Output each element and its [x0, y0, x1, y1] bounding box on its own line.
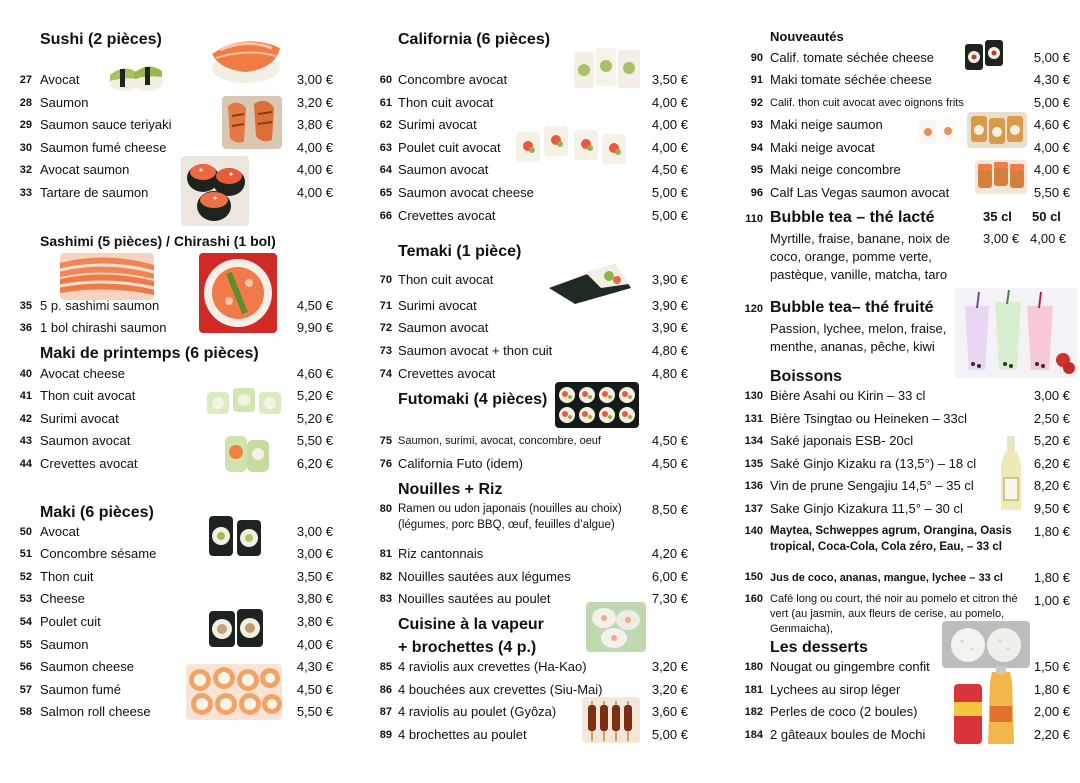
- item-number: 65: [379, 187, 392, 199]
- chirashi-bowl-photo: [199, 253, 277, 333]
- item-number: 56: [19, 661, 32, 673]
- item-name: Perles de coco (2 boules): [770, 704, 918, 719]
- item-price: 4,50 €: [296, 682, 333, 697]
- item-price: 1,00 €: [1033, 593, 1070, 608]
- item-number: 64: [379, 164, 392, 176]
- item-price: 2,50 €: [1033, 411, 1070, 426]
- drinks-cans-photo: [952, 666, 1024, 746]
- item-name: Saumon, surimi, avocat, concombre, oeuf: [398, 435, 601, 447]
- item-price: 5,20 €: [296, 411, 333, 426]
- item-name-line2: tropical, Coca-Cola, Cola zéro, Eau, – 33 cl: [770, 541, 1002, 553]
- item-name: Poulet cuit avocat: [398, 140, 501, 155]
- item-number: 66: [379, 210, 392, 222]
- item-price: 4,00 €: [651, 117, 688, 132]
- item-price: 3,00 €: [296, 72, 333, 87]
- item-name: Saumon cheese: [40, 659, 134, 674]
- teriyaki-sushi-photo: [222, 96, 282, 149]
- item-price: 3,90 €: [651, 298, 688, 313]
- item-number: 135: [744, 458, 763, 470]
- item-price: 4,80 €: [651, 366, 688, 381]
- item-name: Maki neige avocat: [770, 140, 875, 155]
- item-name: Saumon: [40, 95, 89, 110]
- section-title-california: California (6 pièces): [398, 31, 551, 48]
- item-number: 42: [19, 413, 32, 425]
- chicken-maki-photo: [205, 605, 267, 650]
- section-title-boissons: Boissons: [770, 368, 843, 385]
- item-number: 182: [744, 706, 763, 718]
- bubble-lacte-flavors-line1: Myrtille, fraise, banane, noix de: [770, 231, 950, 246]
- section-title-desserts: Les desserts: [770, 639, 868, 656]
- item-number: 58: [19, 706, 32, 718]
- item-number: 81: [379, 548, 392, 560]
- item-price: 4,50 €: [651, 456, 688, 471]
- item-price: 3,00 €: [296, 524, 333, 539]
- avocado-maki-photo: [205, 512, 267, 560]
- california-roll-photo: [570, 42, 646, 94]
- temaki-hand-roll-photo: [545, 258, 637, 308]
- item-number: 131: [744, 413, 763, 425]
- item-name: Riz cantonnais: [398, 546, 484, 561]
- item-number: 35: [19, 300, 32, 312]
- item-price: 3,50 €: [651, 72, 688, 87]
- salmon-sashimi-photo: [60, 253, 154, 300]
- item-price: 5,00 €: [651, 208, 688, 223]
- item-number: 93: [750, 119, 763, 131]
- item-name: Tartare de saumon: [40, 185, 149, 200]
- sake-bottle-photo: [997, 434, 1025, 514]
- item-number: 40: [19, 368, 32, 380]
- item-name: Saumon avocat: [40, 433, 131, 448]
- item-price: 2,00 €: [1033, 704, 1070, 719]
- item-number: 60: [379, 74, 392, 86]
- item-price: 4,00 €: [651, 140, 688, 155]
- item-price: 1,80 €: [1033, 570, 1070, 585]
- item-number: 61: [379, 97, 392, 109]
- item-name: 4 brochettes au poulet: [398, 727, 527, 742]
- item-number: 70: [379, 274, 392, 286]
- item-name-line1: Café long ou court, thé noir au pomelo et citron thé: [770, 593, 1018, 605]
- item-price: 4,00 €: [1033, 162, 1070, 177]
- item-number: 57: [19, 684, 32, 696]
- size-label-35cl: 35 cl: [983, 209, 1012, 224]
- item-name: Maki neige saumon: [770, 117, 883, 132]
- item-name: Surimi avocat: [40, 411, 119, 426]
- item-number: 86: [379, 684, 392, 696]
- item-price: 4,30 €: [1033, 72, 1070, 87]
- item-name: Saké japonais ESB- 20cl: [770, 433, 914, 448]
- item-name: Saumon avocat + thon cuit: [398, 343, 553, 358]
- item-number: 85: [379, 661, 392, 673]
- item-name: Calif. thon cuit avocat avec oignons frits: [770, 97, 964, 109]
- item-name: Lychees au sirop léger: [770, 682, 901, 697]
- item-price: 7,30 €: [651, 591, 688, 606]
- item-price: 9,90 €: [296, 320, 333, 335]
- item-number: 82: [379, 571, 392, 583]
- item-price: 6,20 €: [1033, 456, 1070, 471]
- item-number: 43: [19, 435, 32, 447]
- item-name: Nouilles sautées au poulet: [398, 591, 551, 606]
- bubble-fruite-flavors-line1: Passion, lychee, melon, fraise,: [770, 321, 947, 336]
- item-price: 3,20 €: [651, 659, 688, 674]
- section-title-nouilles-riz: Nouilles + Riz: [398, 481, 503, 498]
- item-number: 27: [19, 74, 32, 86]
- section-title-vapeur-line2: + brochettes (4 p.): [398, 639, 537, 656]
- item-number: 90: [750, 52, 763, 64]
- onion-california-photo: [967, 112, 1027, 148]
- snow-maki-photo: [917, 114, 959, 148]
- item-price: 5,00 €: [1033, 95, 1070, 110]
- item-number: 33: [19, 187, 32, 199]
- item-number: 72: [379, 322, 392, 334]
- item-name: Saké Ginjo Kizaku ra (13,5°) – 18 cl: [770, 456, 977, 471]
- item-number: 136: [744, 480, 763, 492]
- section-title-bubble-tea-lacte: Bubble tea – thé lacté: [770, 209, 935, 226]
- item-name: Avocat: [40, 72, 80, 87]
- item-name: Saumon fumé: [40, 682, 121, 697]
- item-number: 53: [19, 593, 32, 605]
- item-price: 4,50 €: [296, 298, 333, 313]
- item-name: Bière Asahi ou Kirin – 33 cl: [770, 388, 926, 403]
- section-title-bubble-tea-fruite: Bubble tea– thé fruité: [770, 299, 934, 316]
- item-name: Calf Las Vegas saumon avocat: [770, 185, 950, 200]
- section-title-temaki: Temaki (1 pièce): [398, 243, 522, 260]
- item-number: 87: [379, 706, 392, 718]
- item-number: 92: [750, 97, 763, 109]
- item-number: 184: [744, 729, 763, 741]
- item-name: Thon cuit avocat: [398, 272, 494, 287]
- item-price: 3,60 €: [651, 704, 688, 719]
- tomato-maki-photo: [963, 38, 1005, 72]
- item-name: Crevettes avocat: [398, 366, 496, 381]
- item-name: Poulet cuit: [40, 614, 101, 629]
- avocado-nigiri-photo: [104, 55, 166, 93]
- item-name: Avocat cheese: [40, 366, 126, 381]
- item-name: Nouilles sautées aux légumes: [398, 569, 571, 584]
- item-price: 9,50 €: [1033, 501, 1070, 516]
- item-name: Thon cuit avocat: [40, 388, 136, 403]
- item-number: 83: [379, 593, 392, 605]
- section-title-futomaki: Futomaki (4 pièces): [398, 391, 548, 408]
- item-price: 4,20 €: [651, 546, 688, 561]
- item-name: Cheese: [40, 591, 85, 606]
- steamed-dumplings-photo: [586, 602, 646, 652]
- item-number: 73: [379, 345, 392, 357]
- item-name: Saumon avocat: [398, 320, 489, 335]
- section-title-maki: Maki (6 pièces): [40, 504, 154, 521]
- salmon-tartare-gunkan-photo: [181, 156, 249, 226]
- item-price: 5,50 €: [296, 433, 333, 448]
- item-number: 137: [744, 503, 763, 515]
- item-price: 3,20 €: [651, 682, 688, 697]
- item-number: 89: [379, 729, 392, 741]
- salmon-nigiri-photo: [206, 24, 284, 90]
- item-number: 44: [19, 458, 32, 470]
- item-name: Nougat ou gingembre confit: [770, 659, 930, 674]
- item-name: Salmon roll cheese: [40, 704, 151, 719]
- section-title-sashimi: Sashimi (5 pièces) / Chirashi (1 bol): [40, 233, 276, 249]
- item-number: 51: [19, 548, 32, 560]
- item-number: 91: [750, 74, 763, 86]
- item-price: 4,60 €: [296, 366, 333, 381]
- item-price: 3,80 €: [296, 591, 333, 606]
- item-number: 74: [379, 368, 392, 380]
- item-number: 76: [379, 458, 392, 470]
- item-name: Saumon sauce teriyaki: [40, 117, 172, 132]
- item-name: Jus de coco, ananas, mangue, lychee – 33 cl: [770, 572, 1003, 584]
- item-number: 52: [19, 571, 32, 583]
- item-number: 54: [19, 616, 32, 628]
- item-price: 4,00 €: [651, 95, 688, 110]
- item-name: Bière Tsingtao ou Heineken – 33cl: [770, 411, 968, 426]
- item-price: 3,80 €: [296, 117, 333, 132]
- section-title-nouveautes: Nouveautés: [770, 29, 844, 44]
- item-number: 30: [19, 142, 32, 154]
- item-price: 1,80 €: [1033, 682, 1070, 697]
- item-name: Maki tomate séchée cheese: [770, 72, 932, 87]
- item-price: 5,50 €: [1033, 185, 1070, 200]
- item-name: Saumon: [40, 637, 89, 652]
- item-name-line2: vert (au jasmin, aux fleurs de cerise, au pomelo,: [770, 608, 1005, 620]
- item-name: 2 gâteaux boules de Mochi: [770, 727, 926, 742]
- item-name: Vin de prune Sengajiu 14,5° – 35 cl: [770, 478, 974, 493]
- item-price: 4,80 €: [651, 343, 688, 358]
- item-number: 75: [379, 435, 392, 447]
- size-label-50cl: 50 cl: [1032, 209, 1061, 224]
- section-title-vapeur-line1: Cuisine à la vapeur: [398, 616, 544, 633]
- item-name: Surimi avocat: [398, 298, 477, 313]
- item-name: 4 bouchées aux crevettes (Siu-Mai): [398, 682, 603, 697]
- item-number: 110: [745, 213, 763, 225]
- item-name: Calif. tomate séchée cheese: [770, 50, 935, 65]
- item-price: 3,90 €: [651, 272, 688, 287]
- item-number: 160: [744, 593, 763, 605]
- item-price: 5,50 €: [296, 704, 333, 719]
- item-price: 4,00 €: [296, 637, 333, 652]
- item-price: 3,90 €: [651, 320, 688, 335]
- item-name-line1: Ramen ou udon japonais (nouilles au choix): [398, 503, 622, 515]
- item-name: 5 p. sashimi saumon: [40, 298, 160, 313]
- item-name: Concombre avocat: [398, 72, 508, 87]
- item-number: 28: [19, 97, 32, 109]
- item-number: 120: [744, 303, 763, 315]
- item-number: 94: [750, 142, 763, 154]
- item-price: 5,20 €: [296, 388, 333, 403]
- item-price: 4,00 €: [296, 185, 333, 200]
- price-35cl: 3,00 €: [983, 231, 1020, 246]
- item-price: 4,50 €: [651, 162, 688, 177]
- item-price: 3,00 €: [1033, 388, 1070, 403]
- item-price: 3,20 €: [296, 95, 333, 110]
- item-name: Saumon avocat: [398, 162, 489, 177]
- item-name: Thon cuit: [40, 569, 94, 584]
- item-number: 29: [19, 119, 32, 131]
- item-name: Crevettes avocat: [40, 456, 138, 471]
- item-name: 1 bol chirashi saumon: [40, 320, 167, 335]
- item-name: 4 raviolis au poulet (Gyôza): [398, 704, 557, 719]
- salmon-roll-cheese-photo: [186, 664, 282, 720]
- item-name-line3: Genmaicha),: [770, 623, 833, 635]
- item-name: Saumon avocat cheese: [398, 185, 534, 200]
- item-number: 55: [19, 639, 32, 651]
- item-name: Avocat saumon: [40, 162, 130, 177]
- item-price: 4,00 €: [296, 140, 333, 155]
- spring-roll-maki-photo: [205, 382, 285, 418]
- item-name-line1: Maytea, Schweppes agrum, Orangina, Oasis: [770, 525, 1012, 537]
- spring-roll-salmon-photo: [221, 432, 273, 476]
- section-title-sushi: Sushi (2 pièces): [40, 31, 162, 48]
- item-price: 4,00 €: [1033, 140, 1070, 155]
- item-number: 134: [744, 435, 763, 447]
- item-name: Thon cuit avocat: [398, 95, 494, 110]
- item-number: 63: [379, 142, 392, 154]
- price-50cl: 4,00 €: [1030, 231, 1067, 246]
- item-number: 150: [744, 571, 763, 583]
- item-price: 2,20 €: [1033, 727, 1070, 742]
- item-name: Crevettes avocat: [398, 208, 496, 223]
- item-price: 6,00 €: [651, 569, 688, 584]
- item-price: 4,30 €: [296, 659, 333, 674]
- item-price: 8,50 €: [651, 502, 688, 517]
- item-number: 41: [19, 390, 32, 402]
- las-vegas-roll-photo: [975, 160, 1027, 194]
- item-number: 50: [19, 526, 32, 538]
- item-name: Saumon fumé cheese: [40, 140, 167, 155]
- california-surimi-photo: [512, 120, 632, 170]
- item-name: Concombre sésame: [40, 546, 157, 561]
- bubble-tea-cups-photo: [955, 288, 1077, 378]
- item-number: 95: [750, 164, 763, 176]
- item-price: 4,60 €: [1033, 117, 1070, 132]
- item-name: California Futo (idem): [398, 456, 523, 471]
- item-name-line2: (légumes, porc BBQ, œuf, feuilles d’algue): [398, 519, 615, 531]
- item-name: Sake Ginjo Kizakura 11,5° – 30 cl: [770, 501, 963, 516]
- item-number: 96: [750, 187, 763, 199]
- item-price: 4,50 €: [651, 433, 688, 448]
- item-name: Maki neige concombre: [770, 162, 901, 177]
- bubble-lacte-flavors-line3: pastèque, vanille, matcha, taro: [770, 267, 948, 282]
- item-number: 130: [744, 390, 763, 402]
- item-number: 180: [744, 661, 763, 673]
- item-price: 3,50 €: [296, 569, 333, 584]
- item-price: 3,00 €: [296, 546, 333, 561]
- bubble-fruite-flavors-line2: menthe, ananas, pêche, kiwi: [770, 339, 935, 354]
- section-title-maki-printemps: Maki de printemps (6 pièces): [40, 345, 259, 362]
- item-name: 4 raviolis aux crevettes (Ha-Kao): [398, 659, 587, 674]
- item-price: 4,00 €: [296, 162, 333, 177]
- item-price: 5,00 €: [1033, 50, 1070, 65]
- item-name: Avocat: [40, 524, 80, 539]
- item-price: 5,00 €: [651, 185, 688, 200]
- item-price: 3,80 €: [296, 614, 333, 629]
- item-price: 1,50 €: [1033, 659, 1070, 674]
- item-number: 36: [19, 322, 32, 334]
- item-price: 5,20 €: [1033, 433, 1070, 448]
- item-name: Surimi avocat: [398, 117, 477, 132]
- futomaki-platter-photo: [555, 382, 639, 428]
- item-number: 71: [379, 300, 392, 312]
- item-number: 181: [744, 684, 763, 696]
- item-price: 6,20 €: [296, 456, 333, 471]
- item-number: 80: [379, 503, 392, 515]
- item-number: 32: [19, 164, 32, 176]
- item-price: 1,80 €: [1033, 524, 1070, 539]
- item-number: 62: [379, 119, 392, 131]
- item-number: 140: [744, 525, 763, 537]
- bubble-lacte-flavors-line2: coco, orange, pomme verte,: [770, 249, 932, 264]
- item-price: 8,20 €: [1033, 478, 1070, 493]
- item-price: 5,00 €: [651, 727, 688, 742]
